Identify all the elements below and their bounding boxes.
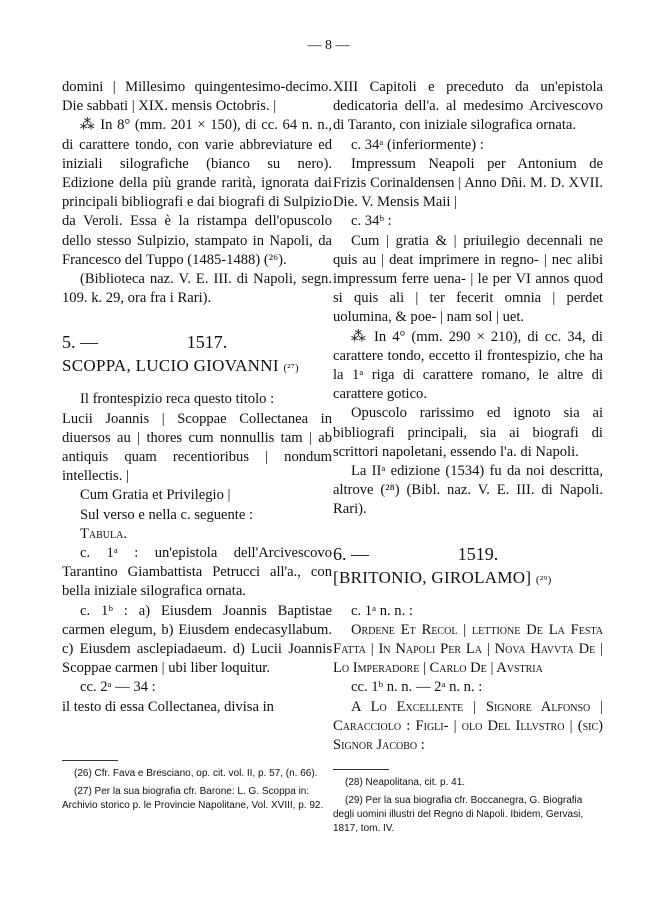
- right-title-text: Ordene Et Recol | lettione De La Festa Fatta | In Napoli Per La | Nova Havvta De | Lo Imperadore | Carlo De | Avstria: [333, 621, 603, 677]
- leaf-1a-text: c. 1ᵃ : un'epistola dell'Arcivescovo Tarantino Giambattista Petrucci all'a., con bella iniziale silografica ornata.: [62, 545, 332, 600]
- title-intro: Il frontespizio reca questo titolo :: [80, 391, 275, 408]
- right-second-edition: La IIᵃ edizione (1534) fu da noi descritta, altrove (²⁸) (Bibl. naz. V. E. III. di Napoli. Rari).: [333, 463, 603, 518]
- leaf-1b-text: c. 1ᵇ : a) Eiusdem Joannis Baptistae carmen elegum, b) Eiusdem endecasyllabum. c) Eiusdem asclepiadaeum. d) Lucii Joannis Scoppae carmen | ubi liber loquitur.: [62, 602, 332, 677]
- right-text-intro: XIII Capitoli e preceduto da un'epistola dedicatoria dell'a. al medesimo Arcivescovo di Taranto, con iniziale silografica ornata.: [333, 79, 603, 134]
- entry-heading-5: [62, 330, 332, 354]
- right-privilege: Cum | gratia & | priuilegio decennali ne quis au | deat imprimere in regno- | nec alibi impressum ferre uena- | le per VI annos quod si quis ali | ter fecerit omnia | perdet uolumina, & poe- | nam sol | uet.: [333, 232, 603, 326]
- page-number: — 8 —: [307, 38, 350, 53]
- right-footnotes: [333, 753, 603, 840]
- right-leaf-34b: c. 34ᵇ :: [351, 213, 392, 230]
- right-dedication: A Lo Excellente | Signore Alfonso | Caracciolo : Figli- | olo Del Illvstro | (sic) Signor Jacobo :: [333, 698, 603, 754]
- right-description: ⁂ In 4° (mm. 290 × 210), di cc. 34, di carattere tondo, eccetto il frontespizio, che ha la 1ᵃ riga di carattere romano, le altre di carattere gotico.: [333, 328, 603, 403]
- entry-year: 1517.: [186, 332, 228, 353]
- entry-heading-6: [333, 542, 603, 566]
- title-text: Lucii Joannis | Scoppae Collectanea in diuersos au | thores cum nonnullis tam | ab antiquis quam recentioribus | nondum intellectis. |: [62, 410, 332, 485]
- footnote-27: (27) Per la sua biografia cfr. Barone: L. G. Scoppa in: Archivio storico p. le Provincie Napolitane, Vol. XVIII, p. 92.: [62, 786, 324, 811]
- text-continuation: il testo di essa Collectanea, divisa in: [62, 698, 274, 715]
- entry-year: 1519.: [457, 543, 499, 564]
- privilege-text: Cum Gratia et Privilegio |: [80, 487, 231, 504]
- entry-number: 5. —: [62, 332, 98, 353]
- right-leaf-range: cc. 1ᵇ n. n. — 2ᵃ n. n. :: [351, 679, 483, 696]
- verso-text: Sul verso e nella c. seguente :: [80, 506, 254, 523]
- footnote-rule: [62, 760, 118, 761]
- right-leaf-34a: c. 34ᵃ (inferiormente) :: [351, 136, 484, 153]
- tabula-text: Tabula.: [80, 525, 128, 542]
- left-column: [62, 78, 332, 717]
- left-footnotes: [62, 744, 332, 817]
- right-rarity: Opuscolo rarissimo ed ignoto sia ai bibliografi principali, sia ai biografi di scrittori napoletani, essendo l'a. di Napoli.: [333, 405, 603, 460]
- right-impressum: Impressum Neapoli per Antonium de Frizis Corinaldensen | Anno Dñi. M. D. XVII. Die. V. Mensis Maii |: [333, 155, 603, 211]
- right-column: [333, 78, 603, 755]
- footnote-28: (28) Neapolitana, cit. p. 41.: [345, 777, 466, 788]
- footnote-29: (29) Per la sua biografia cfr. Boccanegra, G. Biografia degli uomini illustri del Regno di Napoli. Ibidem, Gervasi, 1817, tom. IV.: [333, 795, 584, 834]
- entry-author: [BRITONIO, GIROLAMO] (²⁹): [333, 567, 552, 587]
- entry-number: 6. —: [333, 543, 369, 564]
- leaf-range-text: cc. 2ᵃ — 34 :: [80, 679, 156, 696]
- footnote-26: (26) Cfr. Fava e Bresciano, op. cit. vol. II, p. 57, (n. 66).: [74, 768, 318, 779]
- entry-author: SCOPPA, LUCIO GIOVANNI (²⁷): [62, 356, 300, 376]
- author-footnote-ref: (²⁷): [283, 362, 300, 375]
- left-text-colophon: domini | Millesimo quingentesimo-decimo. Die sabbati | XIX. mensis Octobris. |: [62, 79, 332, 115]
- left-text-location: (Biblioteca naz. V. E. III. di Napoli, segn. 109. k. 29, ora fra i Rari).: [62, 271, 332, 307]
- left-text-description: ⁂ In 8° (mm. 201 × 150), di cc. 64 n. n., di carattere tondo, con varie abbreviature ed iniziali silografiche (bianco su nero). Edizione della più grande rarità, ignorata dai principali bibliografi e dai biografi di Sulpizio da Veroli. Essa è la ristampa dell'opuscolo dello stesso Sulpizio, stampato in Napoli, da Francesco del Tuppo (1485-1488) (²⁶).: [62, 117, 332, 268]
- right-leaf-1a: c. 1ᵃ n. n. :: [351, 602, 413, 619]
- footnote-rule: [333, 769, 389, 770]
- author-footnote-ref: (²⁹): [535, 573, 552, 586]
